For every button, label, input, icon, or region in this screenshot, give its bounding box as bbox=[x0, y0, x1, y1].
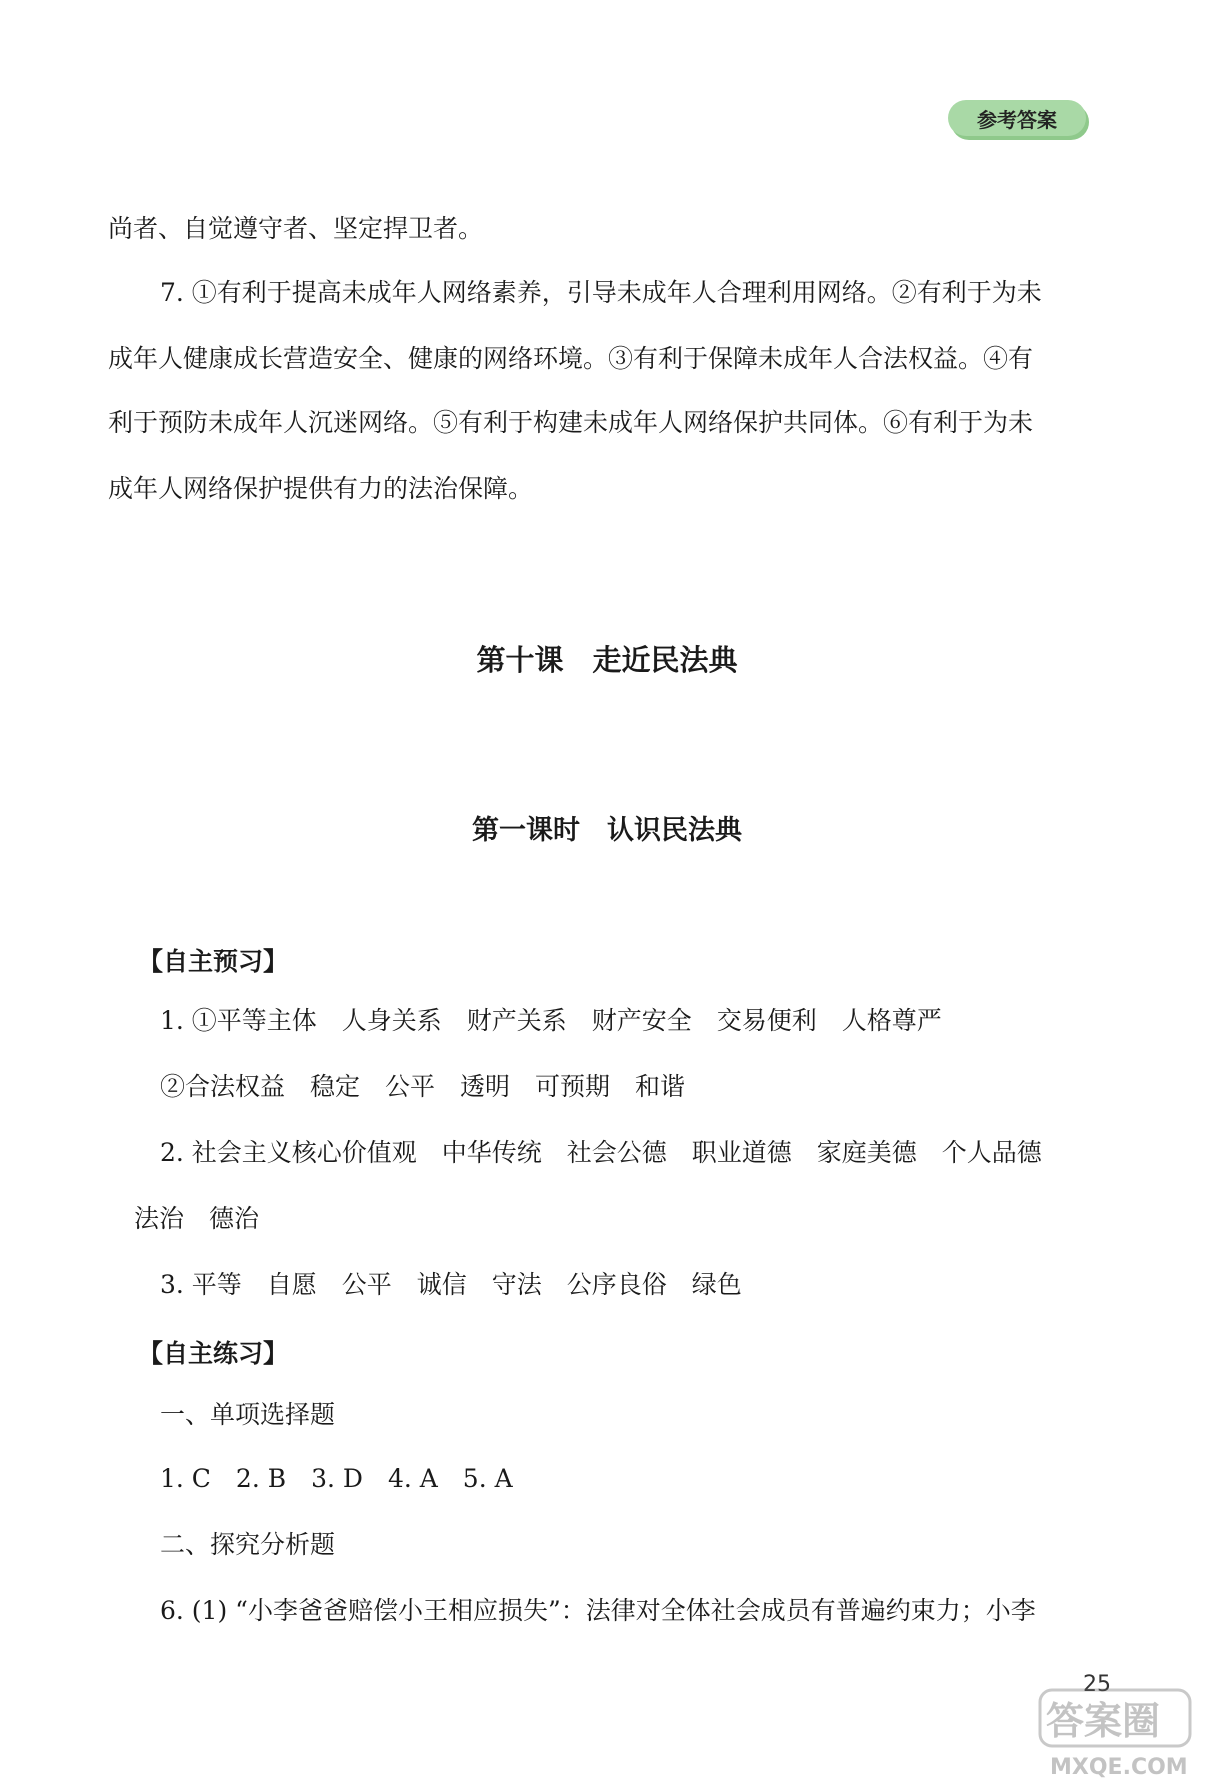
period-title: 第一课时 认识民法典 bbox=[472, 815, 742, 846]
preview-q2-line-1: 2. 社会主义核心价值观 中华传统 社会公德 职业道德 家庭美德 个人品德 bbox=[160, 1138, 1042, 1167]
self-practice-label: 【自主练习】 bbox=[138, 1339, 289, 1368]
practice-q6-line: 6. (1) “小李爸爸赔偿小王相应损失”：法律对全体社会成员有普遍约束力；小李 bbox=[160, 1596, 1036, 1625]
svg-text:MXQE.COM: MXQE.COM bbox=[1050, 1755, 1188, 1780]
preview-q1-line-2: ②合法权益 稳定 公平 透明 可预期 和谐 bbox=[160, 1072, 686, 1101]
watermark-logo-icon bbox=[1036, 1680, 1206, 1786]
practice-part2-title: 二、探究分析题 bbox=[160, 1530, 336, 1559]
answer-line-3: 成年人健康成长营造安全、健康的网络环境。③有利于保障未成年人合法权益。④有 bbox=[108, 344, 1034, 373]
answer-line-5: 成年人网络保护提供有力的法治保障。 bbox=[108, 474, 534, 503]
answer-line-1: 尚者、自觉遵守者、坚定捍卫者。 bbox=[108, 214, 484, 243]
preview-q3: 3. 平等 自愿 公平 诚信 守法 公序良俗 绿色 bbox=[160, 1270, 742, 1299]
self-preview-label: 【自主预习】 bbox=[138, 947, 289, 976]
practice-part1-answers: 1. C 2. B 3. D 4. A 5. A bbox=[160, 1464, 513, 1493]
practice-part1-title: 一、单项选择题 bbox=[160, 1400, 336, 1429]
preview-q2-line-2: 法治 德治 bbox=[134, 1204, 260, 1233]
preview-q1-line-1: 1. ①平等主体 人身关系 财产关系 财产安全 交易便利 人格尊严 bbox=[160, 1006, 942, 1035]
lesson-title: 第十课 走近民法典 bbox=[476, 643, 738, 677]
page-number: 25 bbox=[1083, 1672, 1111, 1697]
reference-answer-badge: 参考答案 bbox=[948, 100, 1086, 136]
answer-line-2: 7. ①有利于提高未成年人网络素养，引导未成年人合理利用网络。②有利于为未 bbox=[160, 278, 1042, 307]
svg-text:答案圈: 答案圈 bbox=[1046, 1699, 1161, 1743]
answer-line-4: 利于预防未成年人沉迷网络。⑤有利于构建未成年人网络保护共同体。⑥有利于为未 bbox=[108, 408, 1034, 437]
